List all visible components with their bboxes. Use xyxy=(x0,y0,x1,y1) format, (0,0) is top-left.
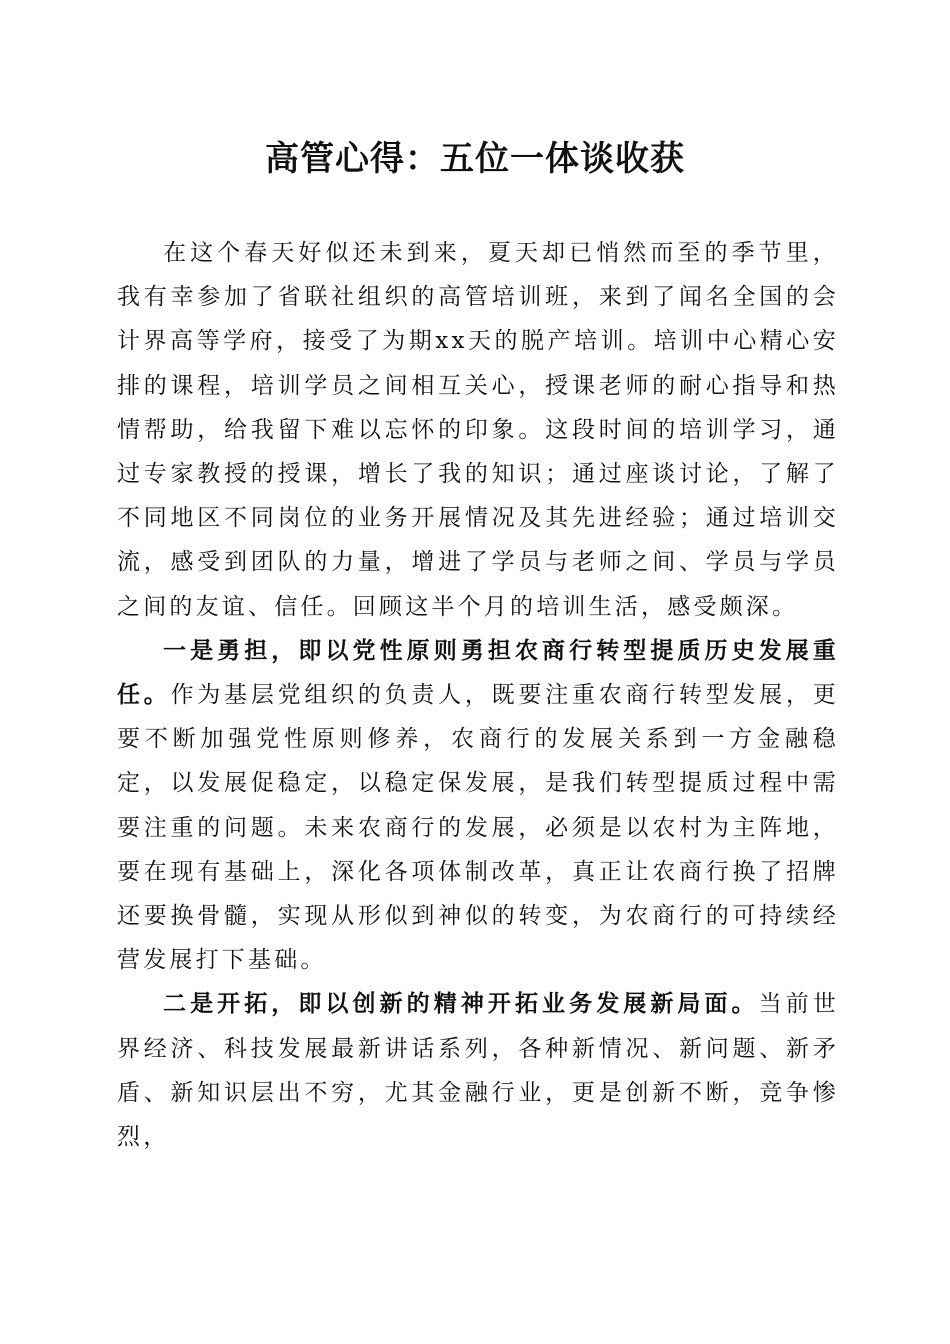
document-body xyxy=(117,231,839,1159)
paragraph-point-one xyxy=(117,629,839,983)
document-title: 高管心得：五位一体谈收获 xyxy=(265,139,685,179)
paragraph-point-two xyxy=(117,982,839,1159)
paragraph-text: 当前世界经济、科技发展最新讲话系列，各种新情况、新问题、新矛盾、新知识层出不穷，尤其金融行业，更是创新不断，竞争惨烈， xyxy=(117,991,839,1151)
paragraph-lead: 二是开拓，即以创新的精神开拓业务发展新局面。 xyxy=(163,990,759,1018)
paragraph-text: 在这个春天好似还未到来，夏天却已悄然而至的季节里，我有幸参加了省联社组织的高管培训班，来到了闻名全国的会计界高等学府，接受了为期xx天的脱产培训。培训中心精心安排的课程，培训学员之间相互关心，授课老师的耐心指导和热情帮助，给我留下难以忘怀的印象。这段时间的培训学习，通过专家教授的授课，增长了我的知识；通过座谈讨论，了解了不同地区不同岗位的业务开展情况及其先进经验；通过培训交流，感受到团队的力量，增进了学员与老师之间、学员与学员之间的友谊、信任。回顾这半个月的培训生活，感受颇深。 xyxy=(117,240,839,620)
paragraph-lead: 一是勇担，即以党性原则勇担农商行转型提质历史发展重任。 xyxy=(117,636,839,709)
paragraph-intro xyxy=(117,231,839,629)
paragraph-text: 作为基层党组织的负责人，既要注重农商行转型发展，更要不断加强党性原则修养，农商行的发展关系到一方金融稳定，以发展促稳定，以稳定保发展，是我们转型提质过程中需要注重的问题。未来农商行的发展，必须是以农村为主阵地，要在现有基础上，深化各项体制改革，真正让农商行换了招牌还要换骨髓，实现从形似到神似的转变，为农商行的可持续经营发展打下基础。 xyxy=(117,682,840,974)
